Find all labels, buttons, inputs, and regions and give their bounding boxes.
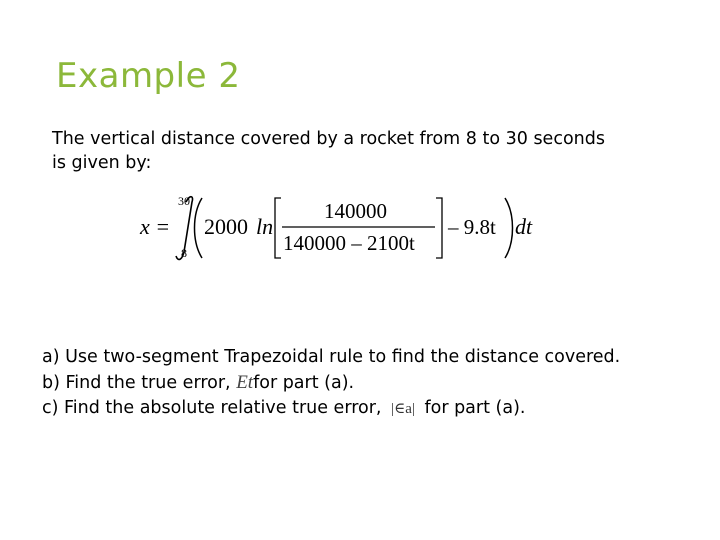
slide-title: Example 2: [56, 56, 241, 96]
intro-line-1: The vertical distance covered by a rocket from 8 to 30 seconds: [52, 129, 605, 149]
integral-formula: [138, 190, 558, 270]
intro-line-2: is given by:: [52, 153, 152, 173]
right-paren-icon: [505, 198, 513, 258]
part-c-prefix: c) Find the absolute relative true error,: [42, 398, 382, 418]
part-b-suffix: for part (a).: [253, 373, 355, 393]
question-parts: [42, 345, 620, 422]
problem-statement: [52, 127, 652, 175]
part-c-suffix: for part (a).: [424, 398, 526, 418]
coefficient: 2000: [204, 214, 248, 239]
fraction-numerator: 140000: [324, 199, 387, 223]
part-a: a) Use two-segment Trapezoidal rule to find the distance covered.: [42, 347, 621, 367]
part-b: [42, 370, 620, 396]
relative-error-symbol: |∈a|: [391, 401, 415, 417]
fraction-denominator: 140000 – 2100t: [283, 231, 415, 255]
subtract-term: – 9.8t: [448, 215, 496, 239]
upper-limit: 30: [178, 194, 190, 208]
left-bracket-icon: [275, 198, 281, 258]
part-c: [42, 396, 620, 422]
part-b-prefix: b) Find the true error,: [42, 373, 231, 393]
lower-limit: 8: [181, 246, 187, 260]
left-paren-icon: [195, 198, 203, 258]
formula-lhs: x =: [140, 214, 171, 239]
true-error-symbol: Et: [236, 372, 254, 393]
formula-graphic: [138, 190, 558, 270]
ln-function: ln: [256, 214, 274, 239]
differential: dt: [515, 214, 533, 239]
right-bracket-icon: [436, 198, 442, 258]
